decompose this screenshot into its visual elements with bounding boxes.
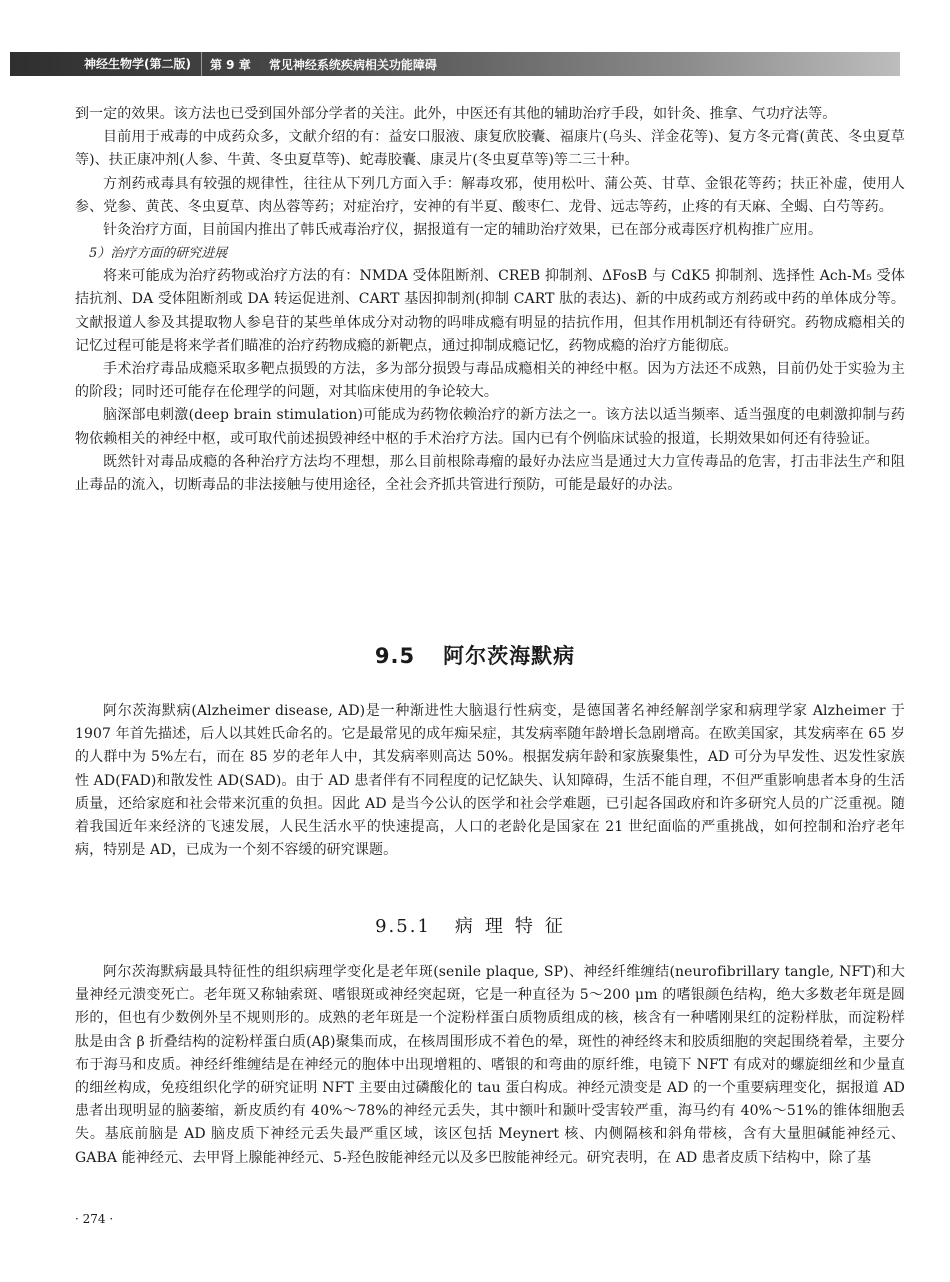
paragraph: 将来可能成为治疗药物或治疗方法的有：NMDA 受体阻断剂、CREB 抑制剂、ΔFosB 与 CdK5 抑制剂、选择性 Ach-M₅ 受体拮抗剂、DA 受体阻断剂或 DA 转运促进剂、CART 基因抑制剂(抑制 CART 肽的表达)、新的中成药或方剂药或中药的单体成分等。文献报道人参及其提取物人参皂苷的某些单体成分对动物的吗啡成瘾有明显的拮抗作用，但其作用机制还有待研究。药物成瘾相关的记忆过程可能是将来学者们瞄准的治疗药物成瘾的新靶点，通过抑制成瘾记忆，药物成瘾的治疗方能彻底。 — [75, 268, 905, 354]
paragraph: 针灸治疗方面，目前国内推出了韩氏戒毒治疗仪，据报道有一定的辅助治疗效果，已在部分戒毒医疗机构推广应用。 — [103, 222, 823, 239]
body-text-top — [75, 103, 905, 497]
chapter-number: 第 9 章 — [209, 57, 251, 72]
section-title — [0, 640, 950, 670]
section-title-text: 阿尔茨海默病 — [443, 644, 576, 668]
chapter-label — [202, 56, 437, 73]
paragraph: 脑深部电刺激(deep brain stimulation)可能成为药物依赖治疗的新方法之一。该方法以适当频率、适当强度的电刺激抑制与药物依赖相关的神经中枢，或可取代前述损毁神经中枢的手术治疗方法。国内已有个例临床试验的报道，长期效果如何还有待验证。 — [75, 407, 905, 447]
paragraph: 既然针对毒品成瘾的各种治疗方法均不理想，那么目前根除毒瘤的最好办法应当是通过大力宣传毒品的危害，打击非法生产和阻止毒品的流入，切断毒品的非法接触与使用途径，全社会齐抓共管进行预防，可能是最好的办法。 — [75, 453, 905, 494]
subheading-5: 5）治疗方面的研究进展 — [89, 246, 228, 262]
book-title: 神经生物学(第二版) — [10, 52, 202, 76]
section-number: 9.5 — [374, 644, 416, 668]
paragraph: 方剂药戒毒具有较强的规律性，往往从下列几方面入手：解毒攻邪，使用松叶、蒲公英、甘草、金银花等药；扶正补虚，使用人参、党参、黄芪、冬虫夏草、肉丛蓉等药；对症治疗，安神的有半夏、酸枣仁、龙骨、远志等药，止疼的有天麻、全蝎、白芍等药。 — [75, 175, 905, 215]
paragraph: 手术治疗毒品成瘾采取多靶点损毁的方法，多为部分损毁与毒品成瘾相关的神经中枢。因为方法还不成熟，目前仍处于实验为主的阶段；同时还可能存在伦理学的问题，对其临床使用的争论较大。 — [75, 361, 905, 401]
body-text-subsection — [75, 961, 905, 1170]
chapter-title: 常见神经系统疾病相关功能障碍 — [268, 57, 437, 72]
paragraph: 到一定的效果。该方法也已受到国外部分学者的关注。此外，中医还有其他的辅助治疗手段，如针灸、推拿、气功疗法等。 — [75, 106, 837, 122]
page-number: · 274 · — [75, 1212, 114, 1226]
paragraph: 阿尔茨海默病(Alzheimer disease, AD)是一种渐进性大脑退行性病变，是德国著名神经解剖学家和病理学家 Alzheimer 于 1907 年首先描述，后人以其姓氏命名的。它是最常见的成年痴呆症，其发病率随年龄增长急剧增高。在欧美国家，其发病率在 65 岁的人群中为 5%左右，而在 85 岁的老年人中，其发病率则高达 50%。根据发病年龄和家族聚集性，AD 可分为早发性、迟发性家族性 AD(FAD)和散发性 AD(SAD)。由于 AD 患者伴有不同程度的记忆缺失、认知障碍，生活不能自理，不但严重影响患者本身的生活质量，还给家庭和社会带来沉重的负担。因此 AD 是当今公认的医学和社会学难题，已引起各国政府和许多研究人员的广泛重视。随着我国近年来经济的飞速发展，人民生活水平的快速提高，人口的老龄化是国家在 21 世纪面临的严重挑战，如何控制和治疗老年病，特别是 AD，已成为一个刻不容缓的研究课题。 — [75, 703, 905, 859]
subsection-title-text: 病理特征 — [454, 916, 575, 937]
paragraph: 阿尔茨海默病最具特征性的组织病理学变化是老年斑(senile plaque, SP)、神经纤维缠结(neurofibrillary tangle, NFT)和大量神经元溃变死亡。老年斑又称轴索斑、嗜银斑或神经突起斑，它是一种直径为 5～200 μm 的嗜银颜色结构，绝大多数老年斑是圆形的，但也有少数例外呈不规则形的。成熟的老年斑是一个淀粉样蛋白质物质组成的核，核含有一种嗜刚果红的淀粉样肽，而淀粉样肽是由含 β 折叠结构的淀粉样蛋白质(Aβ)聚集而成，在核周围形成不着色的晕，斑性的神经终末和胶质细胞的突起围绕着晕，主要分布于海马和皮质。神经纤维缠结是在神经元的胞体中出现增粗的、嗜银的和弯曲的原纤维，电镜下 NFT 有成对的螺旋细丝和少量直的细丝构成，免疫组织化学的研究证明 NFT 主要由过磷酸化的 tau 蛋白构成。神经元溃变是 AD 的一个重要病理变化，据报道 AD 患者出现明显的脑萎缩，新皮质约有 40%～78%的神经元丢失，其中额叶和颞叶受害较严重，海马约有 40%～51%的锥体细胞丢失。基底前脑是 AD 脑皮质下神经元丢失最严重区域，该区包括 Meynert 核、内侧隔核和斜角带核，含有大量胆碱能神经元、GABA 能神经元、去甲肾上腺能神经元、5-羟色胺能神经元以及多巴胺能神经元。研究表明，在 AD 患者皮质下结构中，除了基 — [75, 964, 905, 1166]
paragraph: 目前用于戒毒的中成药众多，文献介绍的有：益安口服液、康复欣胶囊、福康片(乌头、洋金花等)、复方冬元膏(黄芪、冬虫夏草等)、扶正康冲剂(人参、牛黄、冬虫夏草等)、蛇毒胶囊、康灵片(冬虫夏草等)等二三十种。 — [75, 129, 905, 169]
running-header — [10, 52, 900, 76]
subsection-number: 9.5.1 — [375, 916, 431, 937]
subsection-title — [0, 912, 950, 938]
body-text-section — [75, 700, 905, 862]
